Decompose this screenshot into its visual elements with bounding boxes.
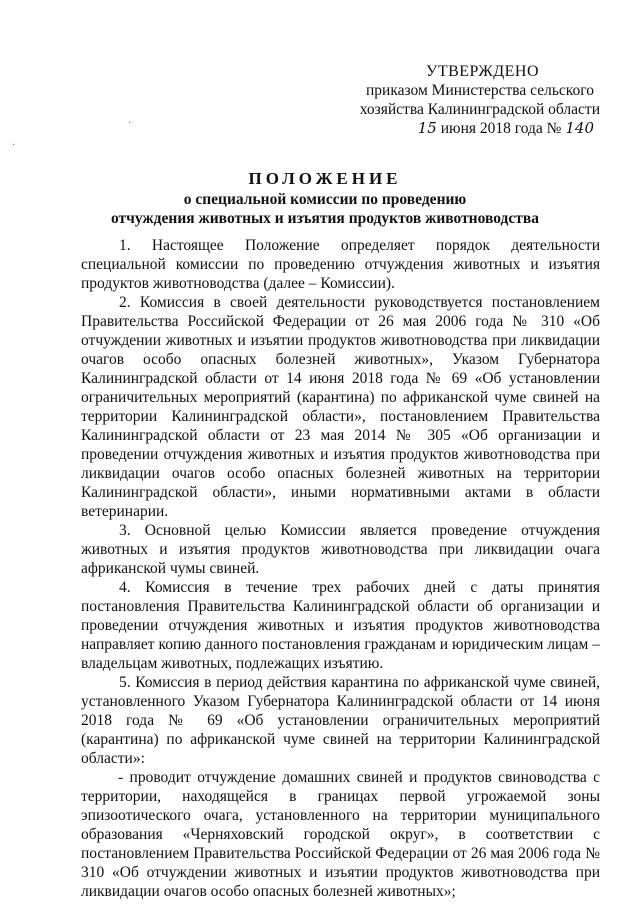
paragraph-4: 4. Комиссия в течение трех рабочих дней с даты принятия постановления Правительства Калининградской области об организации и проведении отчуждения животных и изъятия продуктов животноводства направляет копию данного постановления гражданам и юридическим лицам – владельцам животных, подлежащих изъятию. [81, 579, 600, 672]
scan-speck: · [128, 118, 132, 129]
approval-block [358, 62, 608, 138]
title-heading: ПОЛОЖЕНИЕ [248, 169, 402, 188]
scan-speck: · [12, 140, 16, 151]
paragraph-1: 1. Настоящее Положение определяет порядок деятельности специальной комиссии по проведению отчуждения животных и изъятия продуктов животноводства (далее – Комиссии). [81, 237, 600, 292]
title-subtitle-2: отчуждения животных и изъятия продуктов животноводства [110, 210, 539, 227]
title-subtitle-1: о специальной комиссии по проведению [183, 191, 467, 208]
approval-line-2: хозяйства Калининградской области [359, 101, 600, 118]
paragraph-5: 5. Комиссия в период действия карантина по африканской чуме свиней, установленного Указом Губернатора Калининградской области от 14 июня 2018 года № 69 «Об установлении ограничительных мероприятий (карантина) по африканской чуме свиней на территории Калининградской области»: [81, 674, 600, 767]
document-title [80, 168, 570, 228]
paragraph-2: 2. Комиссия в своей деятельности руководствуется постановлением Правительства Российской Федерации от 26 мая 2006 года № 310 «Об отчуждении животных и изъятии продуктов животноводства при ликвидации очагов особо опасных болезней животных», Указом Губернатора Калининградской области от 14 июня 2018 года № 69 «Об установлении ограничительных мероприятий (карантина) по африканской чуме свиней на территории Калининградской области», постановлением Правительства Калининградской области от 23 мая 2014 № 305 «Об организации и проведении отчуждения животных и изъятия продуктов животноводства при ликвидации очагов особо опасных болезней животных на территории Калининградской области», иными нормативными актами в области ветеринарии. [81, 294, 600, 520]
approval-stamp: УТВЕРЖДЕНО [426, 63, 540, 80]
approval-date-line [358, 119, 608, 138]
paragraph-5-item-1: - проводит отчуждение домашних свиней и продуктов свиноводства с территории, находящейся в границах первой угрожаемой зоны эпизоотического очага, установленного на территории муниципального образования «Черняховский городской округ», в соответствии с постановлением Правительства Российской Федерации от 26 мая 2006 года № 310 «Об отчуждении животных и изъятии продуктов животноводства при ликвидации очагов особо опасных болезней животных»; [81, 769, 600, 900]
handwritten-day: 15 [417, 119, 437, 137]
approval-date-text: июня 2018 года № [440, 120, 562, 137]
paragraph-3: 3. Основной целью Комиссии является проведение отчуждения животных и изъятия продуктов животноводства при ликвидации очага африканской чумы свиней. [81, 522, 600, 577]
document-body [81, 236, 600, 901]
handwritten-number: 140 [565, 119, 594, 137]
approval-line-1: приказом Министерства сельского [365, 82, 594, 99]
